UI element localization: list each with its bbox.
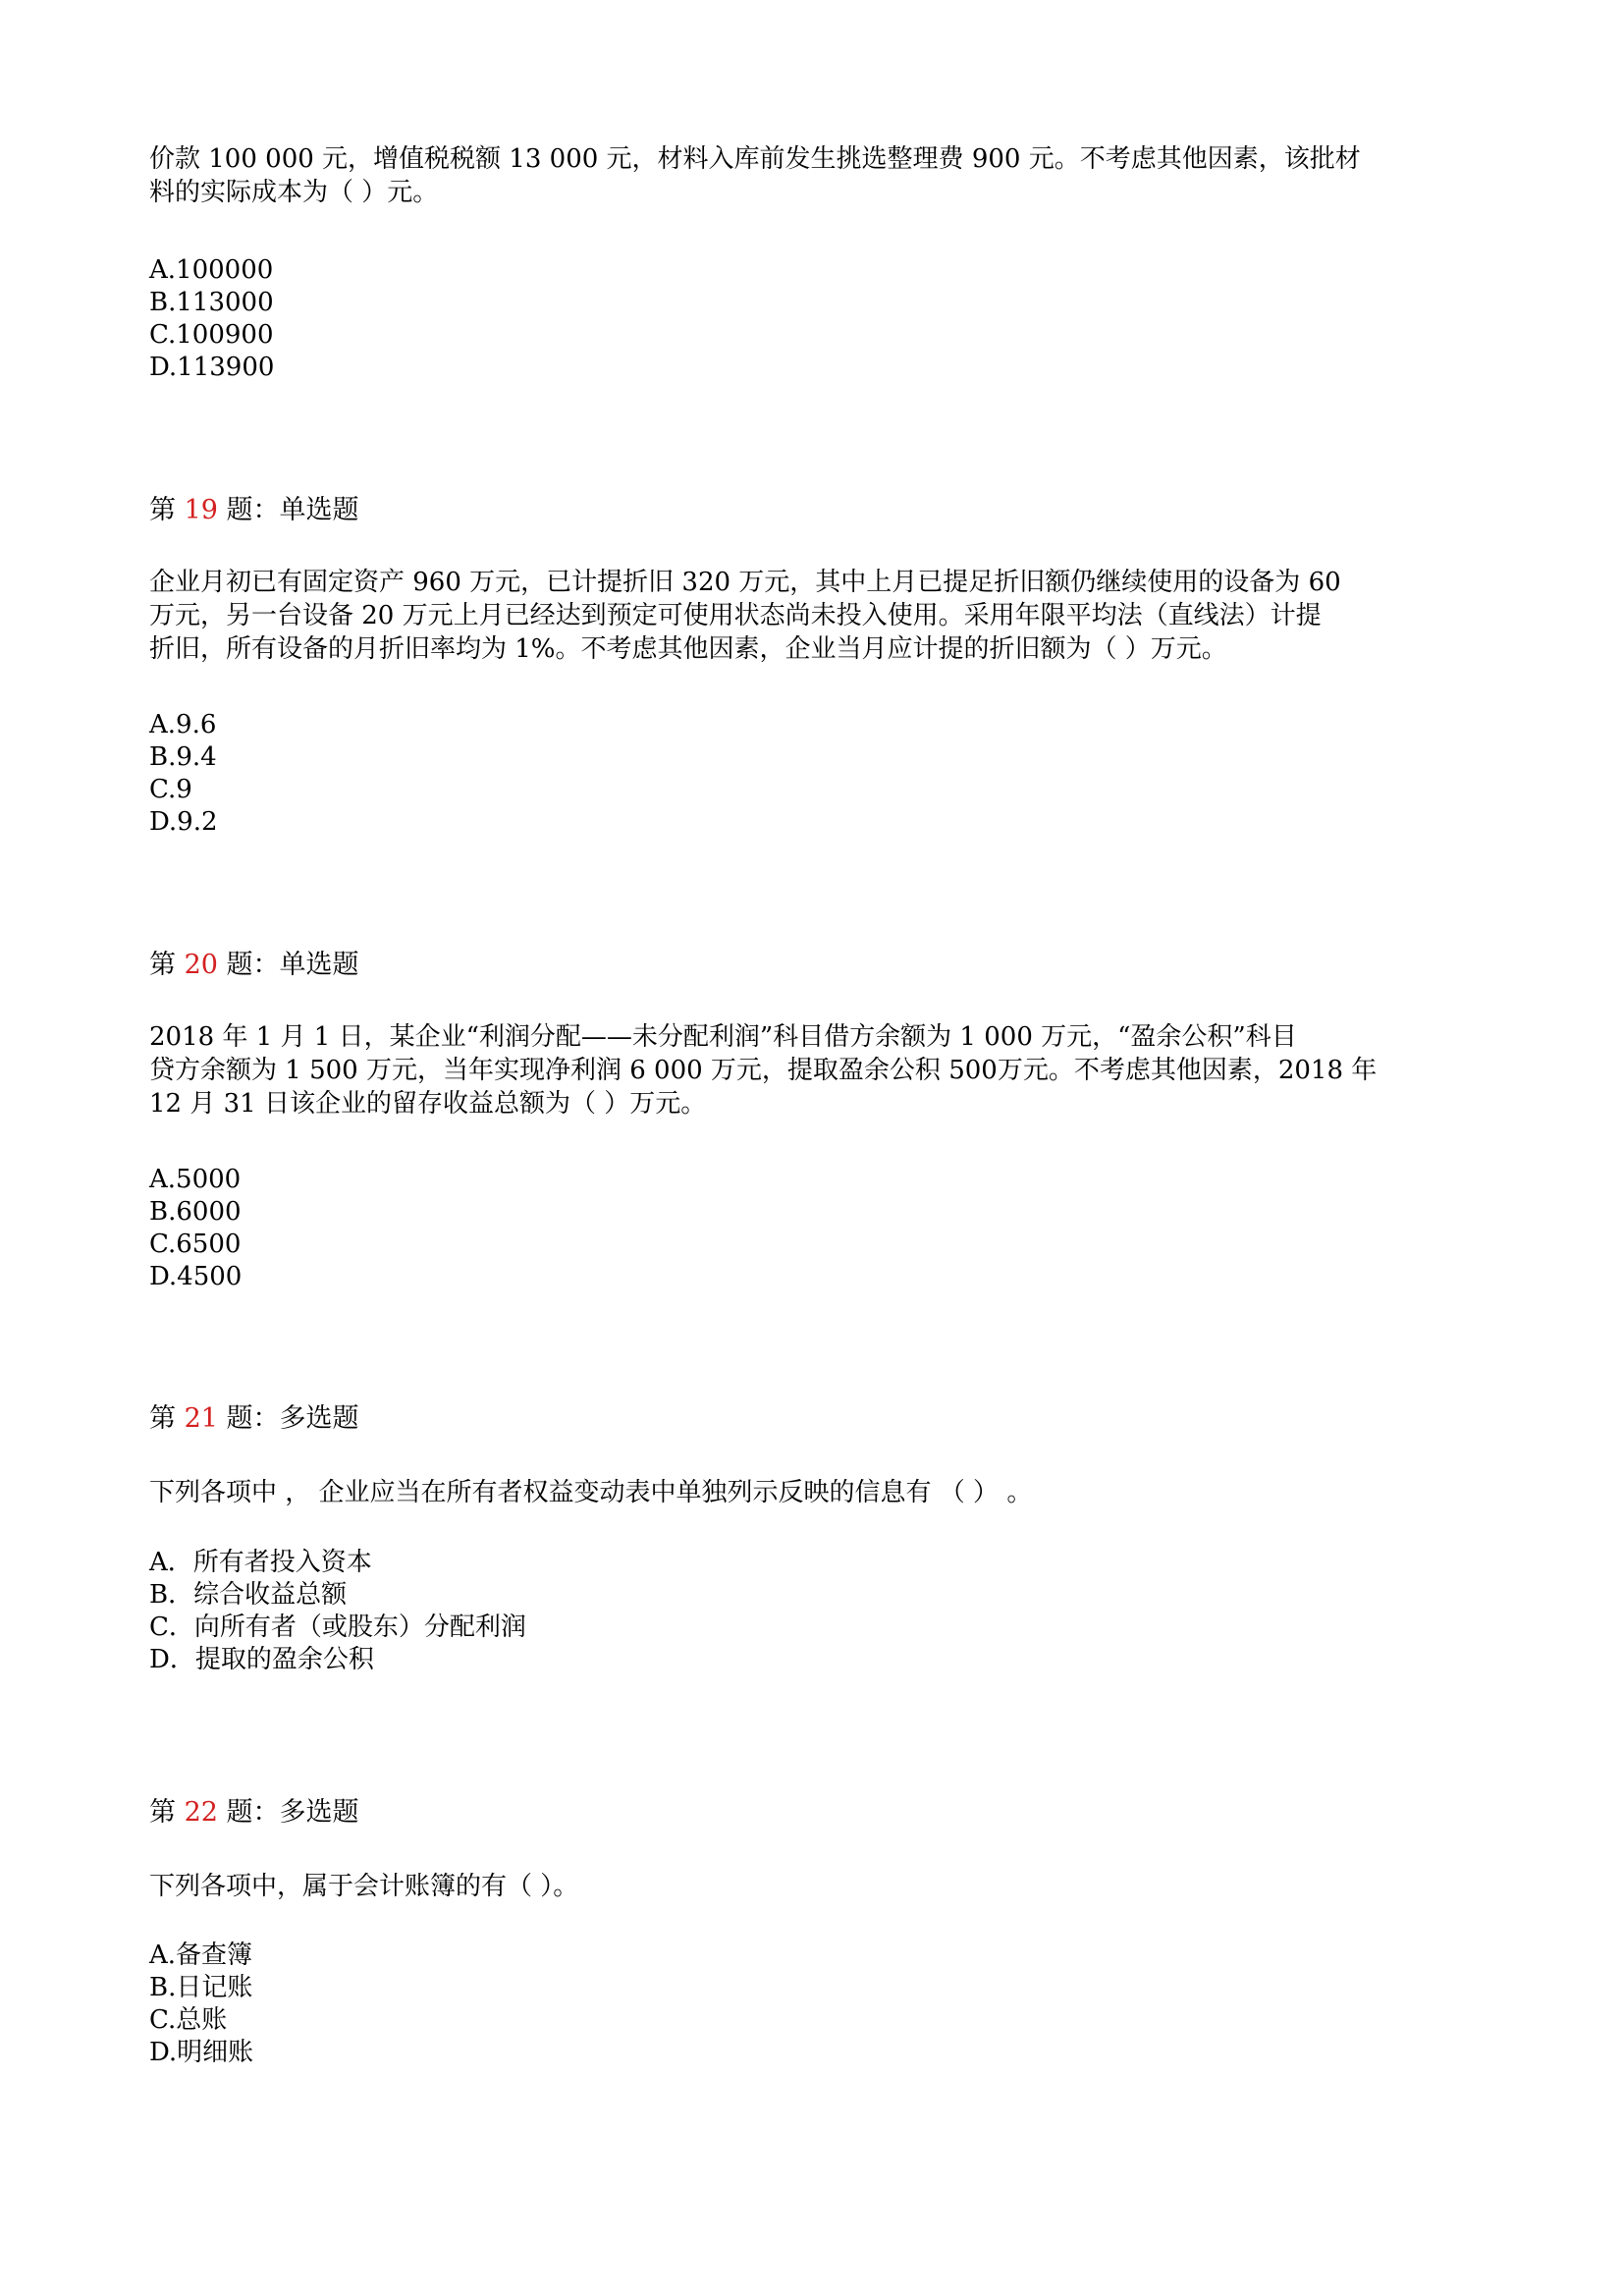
question-22-header (149, 1796, 1485, 1830)
question-21-text (149, 1476, 1485, 1509)
option-c: C．向所有者（或股东）分配利润 (149, 1613, 526, 1642)
question-21-header (149, 1402, 1485, 1436)
question-19-header (149, 494, 1485, 527)
question-text-line: 万元，另一台设备 20 万元上月已经达到预定可使用状态尚未投入使用。采用年限平均法（直线法）计提 (149, 601, 1322, 630)
question-19-text (149, 566, 1485, 666)
option-a: A.5000 (149, 1165, 242, 1194)
question-number: 22 (184, 1797, 218, 1828)
question-prefix: 第 (149, 495, 185, 525)
question-text-line: 料的实际成本为（ ）元。 (149, 178, 439, 207)
question-type: 题：单选题 (217, 495, 359, 525)
question-text-line: 价款 100 000 元，增值税税额 13 000 元，材料入库前发生挑选整理费 900 元。不考虑其他因素，该批材 (149, 144, 1361, 174)
option-b: B.日记账 (149, 1973, 253, 2002)
question-20-options (149, 1164, 1485, 1293)
question-prefix: 第 (149, 1403, 185, 1434)
question-type: 题：多选题 (217, 1797, 359, 1828)
option-d: D.明细账 (149, 2038, 254, 2067)
option-c: C.总账 (149, 2005, 228, 2035)
option-a: A.100000 (149, 255, 274, 285)
question-text-line: 企业月初已有固定资产 960 万元，已计提折旧 320 万元，其中上月已提足折旧额仍继续使用的设备为 60 (149, 568, 1341, 597)
option-b: B.6000 (149, 1197, 242, 1227)
question-20-header (149, 949, 1485, 982)
option-a: A．所有者投入资本 (149, 1548, 372, 1577)
question-text-line: 贷方余额为 1 500 万元，当年实现净利润 6 000 万元，提取盈余公积 500万元。不考虑其他因素，2018 年 (149, 1056, 1378, 1085)
question-prefix: 第 (149, 1797, 185, 1828)
question-20-text (149, 1020, 1485, 1121)
question-18-options (149, 254, 1485, 384)
option-c: C.6500 (149, 1230, 242, 1259)
question-text-line: 下列各项中，属于会计账簿的有（ ）。 (149, 1872, 579, 1901)
option-c: C.100900 (149, 320, 274, 350)
option-d: D.4500 (149, 1262, 243, 1291)
option-d: D.113900 (149, 353, 275, 382)
question-text-line: 下列各项中 ， 企业应当在所有者权益变动表中单独列示反映的信息有 （ ） 。 (149, 1478, 1033, 1507)
option-b: B.113000 (149, 288, 274, 317)
question-type: 题：多选题 (217, 1403, 359, 1434)
question-19-options (149, 709, 1485, 839)
question-prefix: 第 (149, 950, 185, 980)
option-d: D.9.2 (149, 807, 218, 837)
option-b: B．综合收益总额 (149, 1580, 348, 1610)
question-number: 20 (184, 950, 218, 980)
question-22-options (149, 1940, 1485, 2069)
question-type: 题：单选题 (217, 950, 359, 980)
question-22-text (149, 1870, 1485, 1903)
option-b: B.9.4 (149, 742, 217, 772)
option-a: A.备查簿 (149, 1941, 253, 1970)
option-c: C.9 (149, 775, 192, 804)
question-text-line: 2018 年 1 月 1 日，某企业“利润分配——未分配利润”科目借方余额为 1 000 万元，“盈余公积”科目 (149, 1022, 1297, 1052)
question-number: 21 (184, 1403, 218, 1434)
question-18-continued (149, 142, 1485, 209)
option-d: D．提取的盈余公积 (149, 1645, 374, 1674)
question-text-line: 折旧，所有设备的月折旧率均为 1%。不考虑其他因素，企业当月应计提的折旧额为（ ）万元。 (149, 634, 1227, 664)
question-number: 19 (184, 495, 218, 525)
question-21-options (149, 1547, 1485, 1676)
option-a: A.9.6 (149, 710, 217, 739)
question-text-line: 12 月 31 日该企业的留存收益总额为（ ）万元。 (149, 1089, 707, 1119)
